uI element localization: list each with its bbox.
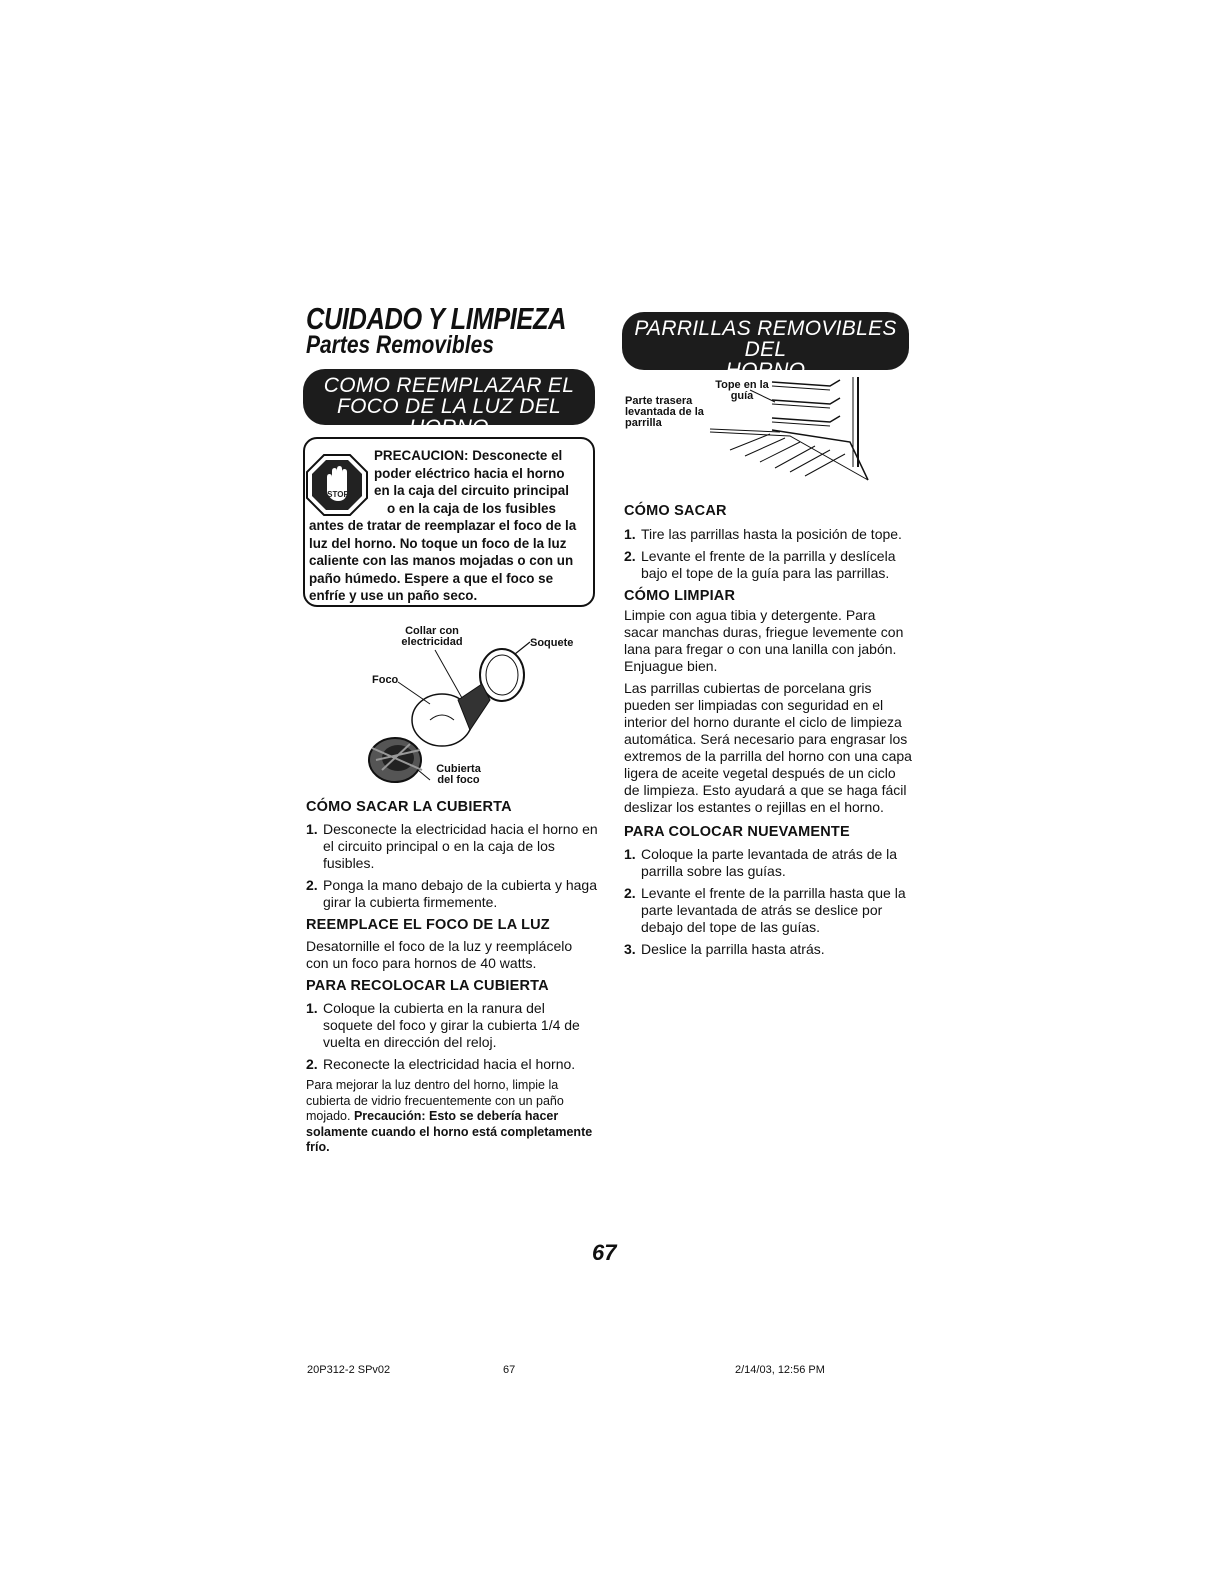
note-caution: Precaución: Esto se debería hacer solamente cuando el horno está completamente frío. bbox=[306, 1109, 593, 1154]
label-rack-rear: Parte trasera levantada de la parrilla bbox=[625, 395, 704, 429]
section-heading: PARA RECOLOCAR LA CUBIERTA bbox=[306, 978, 549, 994]
step-item bbox=[306, 821, 598, 872]
step-text: Levante el frente de la parrilla hasta que la parte levantada de atrás se deslice por debajo del tope de las guías. bbox=[641, 885, 906, 935]
label-collar: Collar con electricidad bbox=[401, 625, 463, 648]
step-text: Tire las parrillas hasta la posición de tope. bbox=[641, 526, 902, 542]
step-item bbox=[306, 1000, 598, 1051]
step-item bbox=[624, 941, 912, 958]
section-heading: CÓMO SACAR bbox=[624, 503, 727, 519]
step-item bbox=[306, 877, 598, 911]
warning-line: paño húmedo. Espere a que el foco se bbox=[309, 570, 554, 586]
step-item bbox=[306, 1056, 598, 1073]
step-text: Coloque la parte levantada de atrás de la parrilla sobre las guías. bbox=[641, 846, 898, 879]
warning-text-indented bbox=[374, 447, 569, 517]
paragraph: Limpie con agua tibia y detergente. Para sacar manchas duras, friegue levemente con lana para fregar o con una lanilla con jabón. Enjuague bien. bbox=[624, 607, 904, 674]
step-text: Ponga la mano debajo de la cubierta y haga girar la cubierta firmemente. bbox=[323, 877, 597, 910]
page-number: 67 bbox=[592, 1240, 617, 1265]
step-number: 2. bbox=[624, 885, 636, 901]
section-banner-bulb bbox=[303, 369, 595, 439]
warning-line: PRECAUCION: Desconecte el bbox=[374, 448, 563, 463]
steps-list bbox=[624, 526, 912, 582]
section-heading: CÓMO SACAR LA CUBIERTA bbox=[306, 799, 512, 815]
label-cover: Cubierta del foco bbox=[436, 763, 481, 786]
label-bulb: Foco bbox=[372, 674, 399, 686]
stop-label: STOP bbox=[327, 490, 349, 499]
warning-line: caliente con las manos mojadas o con un bbox=[309, 553, 574, 569]
step-text: Coloque la cubierta en la ranura del soquete del foco y girar la cubierta 1/4 de vuelta en dirección del reloj. bbox=[323, 1000, 580, 1050]
warning-text-full bbox=[309, 517, 576, 605]
step-number: 1. bbox=[624, 526, 636, 542]
step-item bbox=[624, 526, 912, 543]
step-text: Desconecte la electricidad hacia el horno en el circuito principal o en la caja de los fusibles. bbox=[323, 821, 598, 871]
paragraph: Las parrillas cubiertas de porcelana gris pueden ser limpiadas con seguridad en el interior del horno durante el ciclo de limpieza automática. Será necesario para engrasar los extremos de la parrilla del horno con una capa ligera de aceite vegetal después de un ciclo de limpieza. Esto ayudará a que se haga fácil deslizar los estantes o rejillas en el horno. bbox=[624, 680, 912, 815]
warning-line: en la caja del circuito principal bbox=[374, 483, 569, 499]
steps-list bbox=[306, 821, 598, 911]
step-item bbox=[624, 548, 912, 582]
step-number: 1. bbox=[624, 846, 636, 862]
warning-line: antes de tratar de reemplazar el foco de la bbox=[309, 518, 577, 533]
warning-line: poder eléctrico hacia el horno bbox=[374, 465, 565, 481]
step-number: 3. bbox=[624, 941, 636, 957]
paragraph: Desatornille el foco de la luz y reemplácelo con un foco para hornos de 40 watts. bbox=[306, 938, 573, 971]
note-text: Para mejorar la luz dentro del horno, limpie la cubierta de vidrio frecuentemente con un paño mojado. bbox=[306, 1078, 564, 1123]
step-text: Levante el frente de la parrilla y deslícela bajo el tope de la guía para las parrillas. bbox=[641, 548, 896, 581]
banner-line-1: COMO REEMPLAZAR EL bbox=[323, 374, 575, 397]
section-banner-racks bbox=[622, 312, 909, 382]
footer-timestamp: 2/14/03, 12:56 PM bbox=[735, 1364, 825, 1376]
right-column bbox=[624, 502, 912, 963]
steps-list bbox=[624, 846, 912, 958]
label-socket: Soquete bbox=[530, 637, 574, 649]
label-rack-stop: Tope en la guía bbox=[715, 379, 769, 402]
step-number: 2. bbox=[624, 548, 636, 564]
step-text: Deslice la parrilla hasta atrás. bbox=[641, 941, 825, 957]
footer-code: 20P312-2 SPv02 bbox=[307, 1364, 391, 1376]
section-heading: PARA COLOCAR NUEVAMENTE bbox=[624, 824, 850, 840]
banner-line-1: PARRILLAS REMOVIBLES DEL bbox=[634, 317, 897, 361]
steps-list bbox=[306, 1000, 598, 1073]
step-number: 2. bbox=[306, 877, 318, 893]
banner-line-2: FOCO DE LA LUZ DEL HORNO bbox=[336, 395, 561, 439]
warning-line: enfríe y use un paño seco. bbox=[309, 588, 478, 604]
section-heading: CÓMO LIMPIAR bbox=[624, 588, 736, 604]
footer-page: 67 bbox=[503, 1364, 516, 1376]
warning-line: o en la caja de los fusibles bbox=[387, 500, 556, 516]
banner-line-2: HORNO bbox=[725, 359, 806, 382]
step-text: Reconecte la electricidad hacia el horno. bbox=[323, 1056, 576, 1072]
stop-hand-icon bbox=[305, 453, 369, 517]
note-paragraph bbox=[306, 1078, 596, 1156]
page-title: CUIDADO Y LIMPIEZA bbox=[306, 301, 567, 336]
step-number: 1. bbox=[306, 1000, 318, 1016]
section-heading: REEMPLACE EL FOCO DE LA LUZ bbox=[306, 917, 550, 933]
warning-line: luz del horno. No toque un foco de la luz bbox=[309, 535, 567, 551]
page-subtitle: Partes Removibles bbox=[306, 331, 494, 359]
step-number: 1. bbox=[306, 821, 318, 837]
step-number: 2. bbox=[306, 1056, 318, 1072]
step-item bbox=[624, 885, 912, 936]
left-column bbox=[306, 798, 598, 1156]
step-item bbox=[624, 846, 912, 880]
